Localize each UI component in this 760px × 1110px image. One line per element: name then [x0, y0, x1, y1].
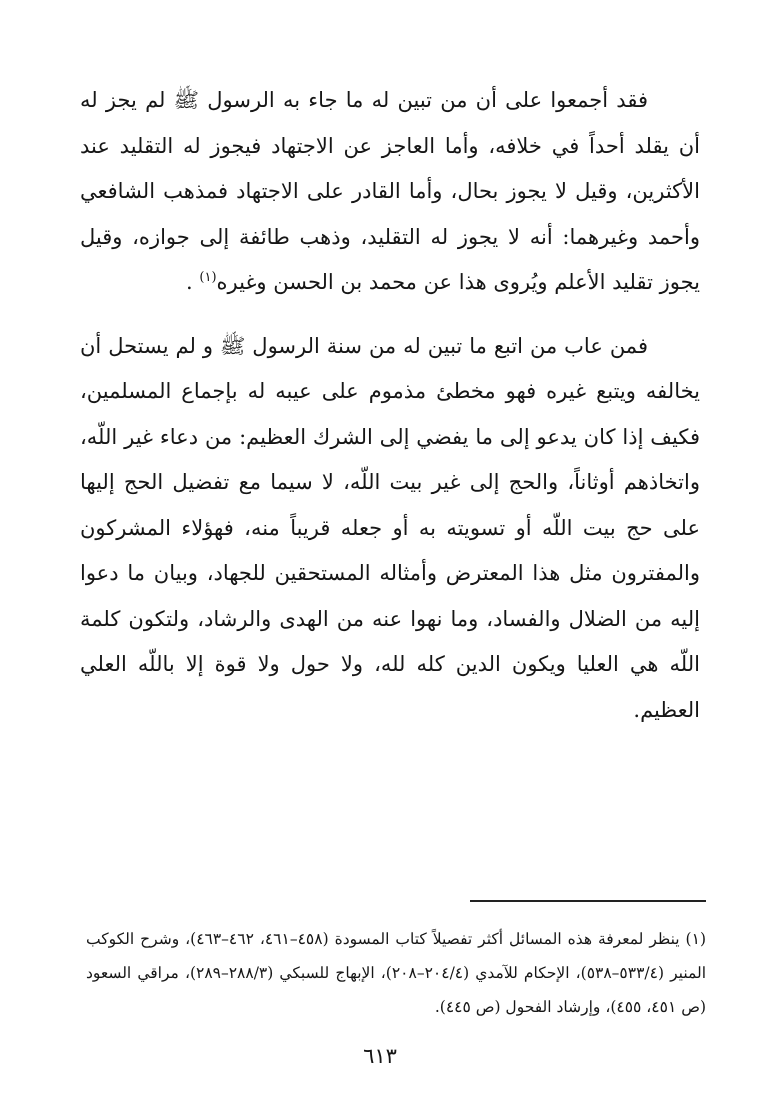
- page-number: ٦١٣: [363, 1044, 397, 1068]
- paragraph-1: [80, 78, 700, 306]
- paragraph-1-text: فقد أجمعوا على أن من تبين له ما جاء به الرسول ﷺ لم يجز له أن يقلد أحداً في خلافه، وأما العاجز عن الاجتهاد فيجوز له التقليد عند الأكثرين، وقيل لا يجوز بحال، وأما القادر على الاجتهاد فمذهب الشافعي وأحمد وغيرهما: أنه لا يجوز له التقليد، وذهب طائفة إلى جوازه، وقيل يجوز تقليد الأعلم ويُروى هذا عن محمد بن الحسن وغيره: [80, 88, 700, 294]
- paragraph-2-text: فمن عاب من اتبع ما تبين له من سنة الرسول ﷺ و لم يستحل أن يخالفه ويتبع غيره فهو مخطئ مذموم على عيبه له بإجماع المسلمين، فكيف إذا كان يدعو إلى ما يفضي إلى الشرك العظيم: من دعاء غير اللّه، واتخاذهم أوثاناً، والحج إلى غير بيت اللّه، لا سيما مع تفضيل الحج إليها على حج بيت اللّه أو تسويته به أو جعله قريباً منه، فهؤلاء المشركون والمفترون مثل هذا المعترض وأمثاله المستحقين للجهاد، وبيان ما دعوا إليه من الضلال والفساد، وما نهوا عنه من الهدى والرشاد، ولتكون كلمة اللّه هي العليا ويكون الدين كله لله، ولا حول ولا قوة إلا باللّه العلي العظيم.: [80, 333, 700, 722]
- footnote-ref-1: (١): [199, 270, 217, 285]
- footnote-separator: [470, 900, 706, 902]
- paragraph-1-ending: .: [186, 270, 200, 294]
- main-text: [80, 78, 700, 733]
- footnotes: [86, 922, 706, 1024]
- footnote-1: (١) ينظر لمعرفة هذه المسائل أكثر تفصيلاً كتاب المسودة (٤٥٨–٤٦١، ٤٦٢–٤٦٣)، وشرح الكوكب المنير (٥٣٣/٤–٥٣٨)، الإحكام للآمدي (٢٠٤/٤–٢٠٨)، الإبهاج للسبكي (٢٨٨/٣–٢٨٩)، مراقي السعود (ص ٤٥١، ٤٥٥)، وإرشاد الفحول (ص ٤٤٥).: [86, 930, 707, 1016]
- paragraph-2: [80, 324, 700, 734]
